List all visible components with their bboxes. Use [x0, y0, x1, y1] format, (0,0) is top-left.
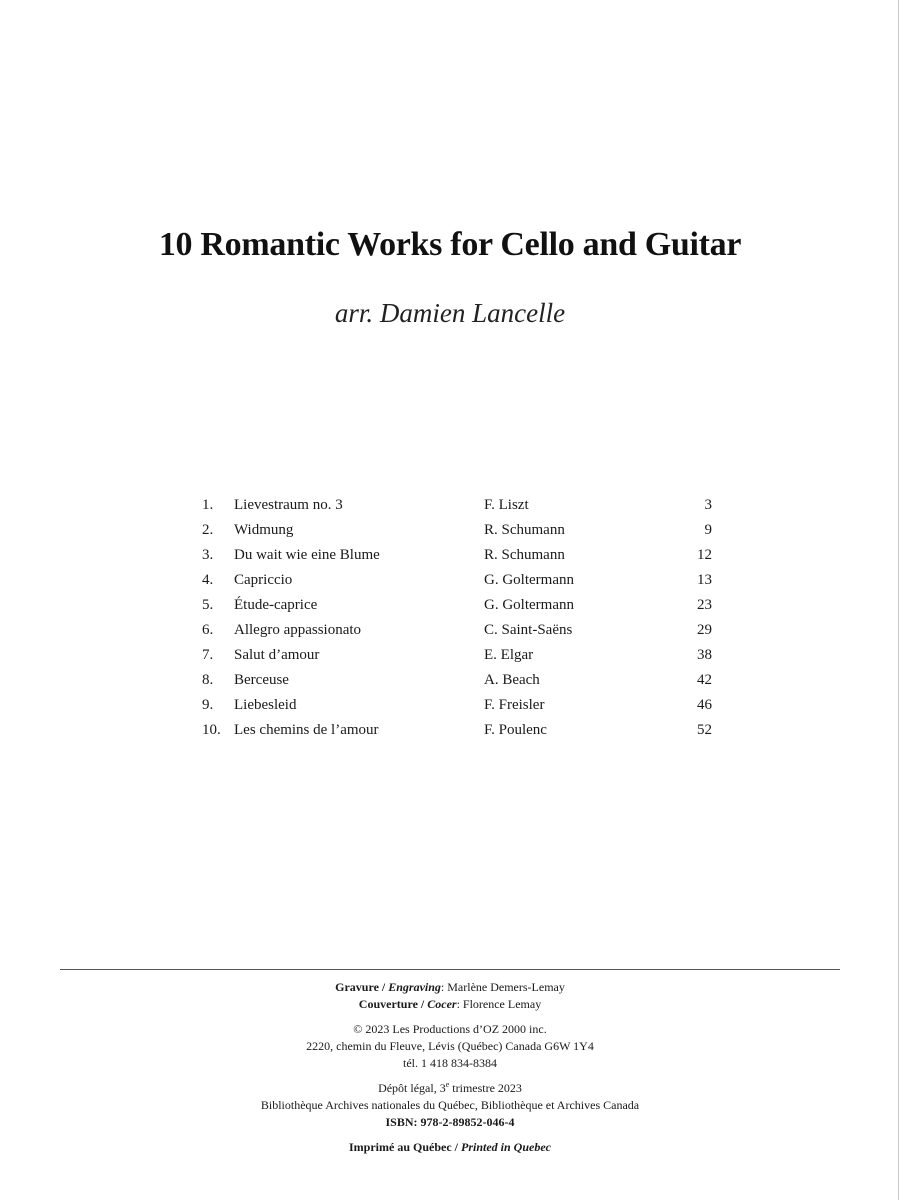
toc-page-number: 9	[704, 522, 712, 538]
toc-page-number: 13	[697, 572, 712, 588]
toc-page-number: 23	[697, 597, 712, 613]
toc-number: 9.	[202, 697, 214, 713]
toc-page-number: 38	[697, 647, 712, 663]
toc-composer: E. Elgar	[484, 647, 534, 663]
toc-row	[202, 493, 712, 518]
toc-composer: F. Freisler	[484, 697, 545, 713]
toc-row	[202, 618, 712, 643]
toc-page-number: 29	[697, 622, 712, 638]
legal-deposit	[0, 1080, 900, 1097]
toc-work-title: Lievestraum no. 3	[234, 497, 343, 513]
legal-deposit-post: trimestre 2023	[449, 1081, 522, 1095]
toc-work-title: Capriccio	[234, 572, 293, 588]
toc-work-title: Salut d’amour	[234, 647, 320, 663]
toc-row	[202, 643, 712, 668]
toc-number: 10.	[202, 722, 221, 738]
toc-number: 7.	[202, 647, 214, 663]
toc-number: 1.	[202, 497, 214, 513]
legal-deposit-pre: Dépôt légal, 3	[378, 1081, 446, 1095]
toc-number: 2.	[202, 522, 214, 538]
cover-label-en: Cocer	[427, 997, 457, 1011]
printed-in-en: Printed in Quebec	[461, 1140, 551, 1154]
legal-deposit-sup: e	[445, 1080, 450, 1089]
toc-page-number: 46	[697, 697, 712, 713]
publisher-phone: tél. 1 418 834-8384	[403, 1056, 497, 1070]
toc-number: 8.	[202, 672, 214, 688]
toc-number: 5.	[202, 597, 214, 613]
toc-work-title: Berceuse	[234, 672, 289, 688]
toc-row	[202, 593, 712, 618]
toc-row	[202, 568, 712, 593]
arranger-credit: arr. Damien Lancelle	[334, 298, 566, 328]
engraving-credit	[0, 979, 900, 996]
toc-work-title: Liebesleid	[234, 697, 297, 713]
cover-label-fr: Couverture /	[358, 997, 428, 1011]
toc-composer: F. Poulenc	[484, 722, 547, 738]
toc-work-title: Allegro appassionato	[234, 622, 362, 638]
page-title: 10 Romantic Works for Cello and Guitar	[158, 226, 742, 263]
engraving-label-fr: Gravure /	[335, 980, 389, 994]
publisher-address: 2220, chemin du Fleuve, Lévis (Québec) Canada G6W 1Y4	[306, 1039, 594, 1053]
table-of-contents	[202, 493, 712, 743]
toc-page-number: 3	[704, 497, 712, 513]
engraving-label-en: Engraving	[388, 980, 441, 994]
toc-work-title: Du wait wie eine Blume	[234, 547, 380, 563]
toc-composer: G. Goltermann	[484, 597, 574, 613]
libraries-line: Bibliothèque Archives nationales du Québec, Bibliothèque et Archives Canada	[260, 1098, 640, 1112]
toc-page-number: 42	[697, 672, 712, 688]
cover-credit	[0, 996, 900, 1013]
isbn: ISBN: 978-2-89852-046-4	[385, 1115, 515, 1129]
toc-row	[202, 668, 712, 693]
printed-in-fr: Imprimé au Québec /	[349, 1140, 461, 1154]
toc-composer: F. Liszt	[484, 497, 529, 513]
toc-composer: G. Goltermann	[484, 572, 574, 588]
toc-row	[202, 718, 712, 743]
toc-work-title: Widmung	[234, 522, 294, 538]
toc-number: 3.	[202, 547, 214, 563]
toc-work-title: Étude-caprice	[234, 597, 318, 613]
toc-composer: R. Schumann	[484, 522, 565, 538]
toc-row	[202, 518, 712, 543]
toc-page-number: 12	[697, 547, 712, 563]
toc-work-title: Les chemins de l’amour	[234, 722, 379, 738]
toc-page-number: 52	[697, 722, 712, 738]
toc-number: 6.	[202, 622, 214, 638]
toc-composer: C. Saint-Saëns	[484, 622, 573, 638]
toc-composer: A. Beach	[484, 672, 540, 688]
toc-row	[202, 543, 712, 568]
toc-row	[202, 693, 712, 718]
cover-name: : Florence Lemay	[456, 997, 542, 1011]
copyright-line: © 2023 Les Productions d’OZ 2000 inc.	[353, 1022, 547, 1036]
toc-composer: R. Schumann	[484, 547, 565, 563]
engraving-name: : Marlène Demers-Lemay	[440, 980, 565, 994]
toc-number: 4.	[202, 572, 214, 588]
printed-in	[0, 1139, 900, 1156]
divider	[60, 969, 840, 970]
colophon	[0, 979, 900, 1156]
